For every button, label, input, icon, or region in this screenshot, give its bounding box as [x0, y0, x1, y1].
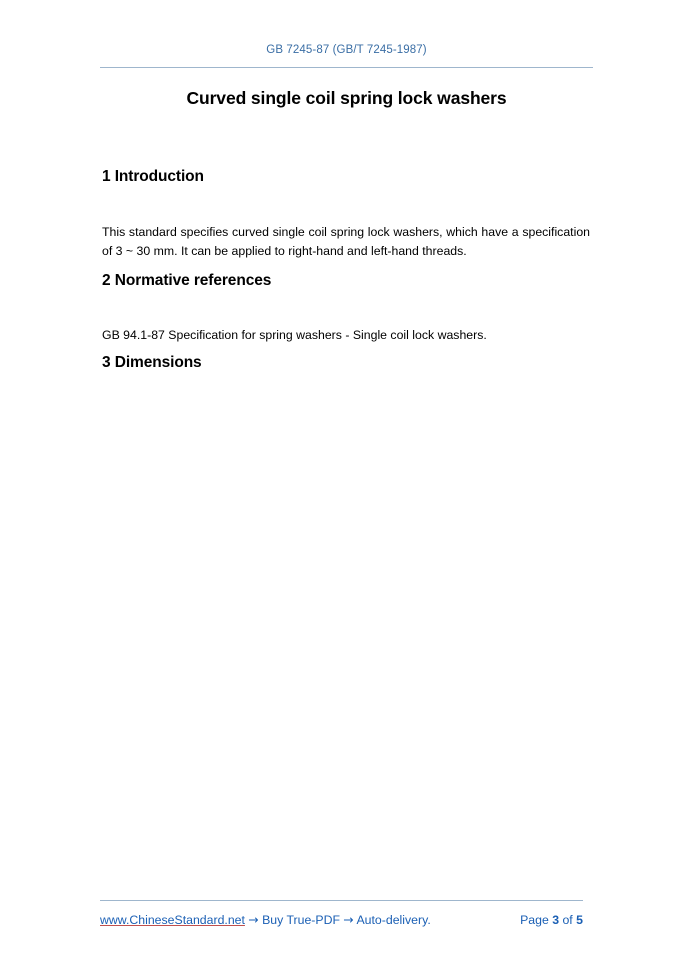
page-indicator: [520, 913, 583, 927]
section-heading-dimensions: 3 Dimensions: [102, 354, 202, 371]
section-paragraph-normative-references: GB 94.1-87 Specification for spring washers - Single coil lock washers.: [102, 328, 487, 343]
footer-divider: [100, 900, 583, 901]
standard-code: GB 7245-87 (GB/T 7245-1987): [266, 44, 427, 56]
page-number: 3: [552, 913, 560, 927]
section-heading-normative-references: 2 Normative references: [102, 272, 272, 289]
footer-promo-text-1: Buy True-PDF: [262, 913, 340, 927]
page-of-label: of: [562, 913, 573, 927]
header-divider: [100, 67, 593, 68]
section-paragraph-introduction: This standard specifies curved single coil spring lock washers, which have a specification of 3 ~ 30 mm. It can be applied to right-hand and left-hand threads.: [102, 225, 590, 259]
page-total: 5: [576, 913, 583, 927]
page-label: Page: [520, 913, 549, 927]
arrow-right-icon: →: [248, 913, 259, 927]
footer-site-link[interactable]: www.ChineseStandard.net: [100, 913, 245, 927]
section-heading-introduction: 1 Introduction: [102, 168, 204, 185]
page-header: [100, 40, 593, 58]
footer-promo: [100, 913, 431, 927]
page-title: Curved single coil spring lock washers: [186, 88, 507, 108]
footer-promo-text-2: Auto-delivery.: [356, 913, 431, 927]
arrow-right-icon-2: →: [343, 913, 354, 927]
